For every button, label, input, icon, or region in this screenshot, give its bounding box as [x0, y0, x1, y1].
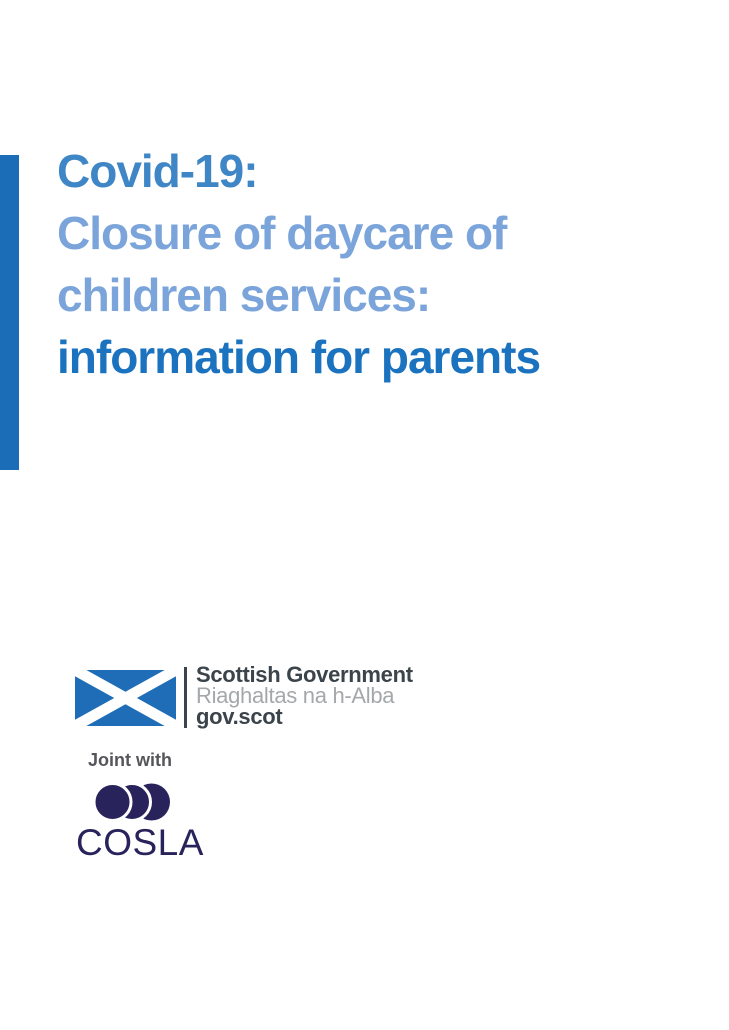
- title-line-closure: Closure of daycare of: [57, 207, 507, 259]
- title-line-covid: Covid-19:: [57, 145, 258, 197]
- scottish-government-logo: [75, 664, 475, 734]
- title-line-services: children services:: [57, 269, 431, 321]
- left-accent-bar: [0, 155, 19, 470]
- scottish-government-gaelic-name: Riaghaltas na h-Alba: [196, 683, 395, 708]
- cosla-wordmark: COSLA: [76, 822, 204, 863]
- cosla-circles-icon: [92, 782, 172, 823]
- page-title: [57, 140, 677, 388]
- scottish-government-name: Scottish Government: [196, 662, 413, 687]
- scotland-flag-icon: [75, 670, 176, 726]
- logo-divider-line: [184, 667, 187, 728]
- gov-scot-url: gov.scot: [196, 704, 283, 729]
- title-line-information: information for parents: [57, 331, 541, 383]
- cosla-logo: [76, 782, 236, 862]
- joint-with-label: Joint with: [88, 750, 172, 770]
- scottish-government-logo-text: [196, 664, 413, 727]
